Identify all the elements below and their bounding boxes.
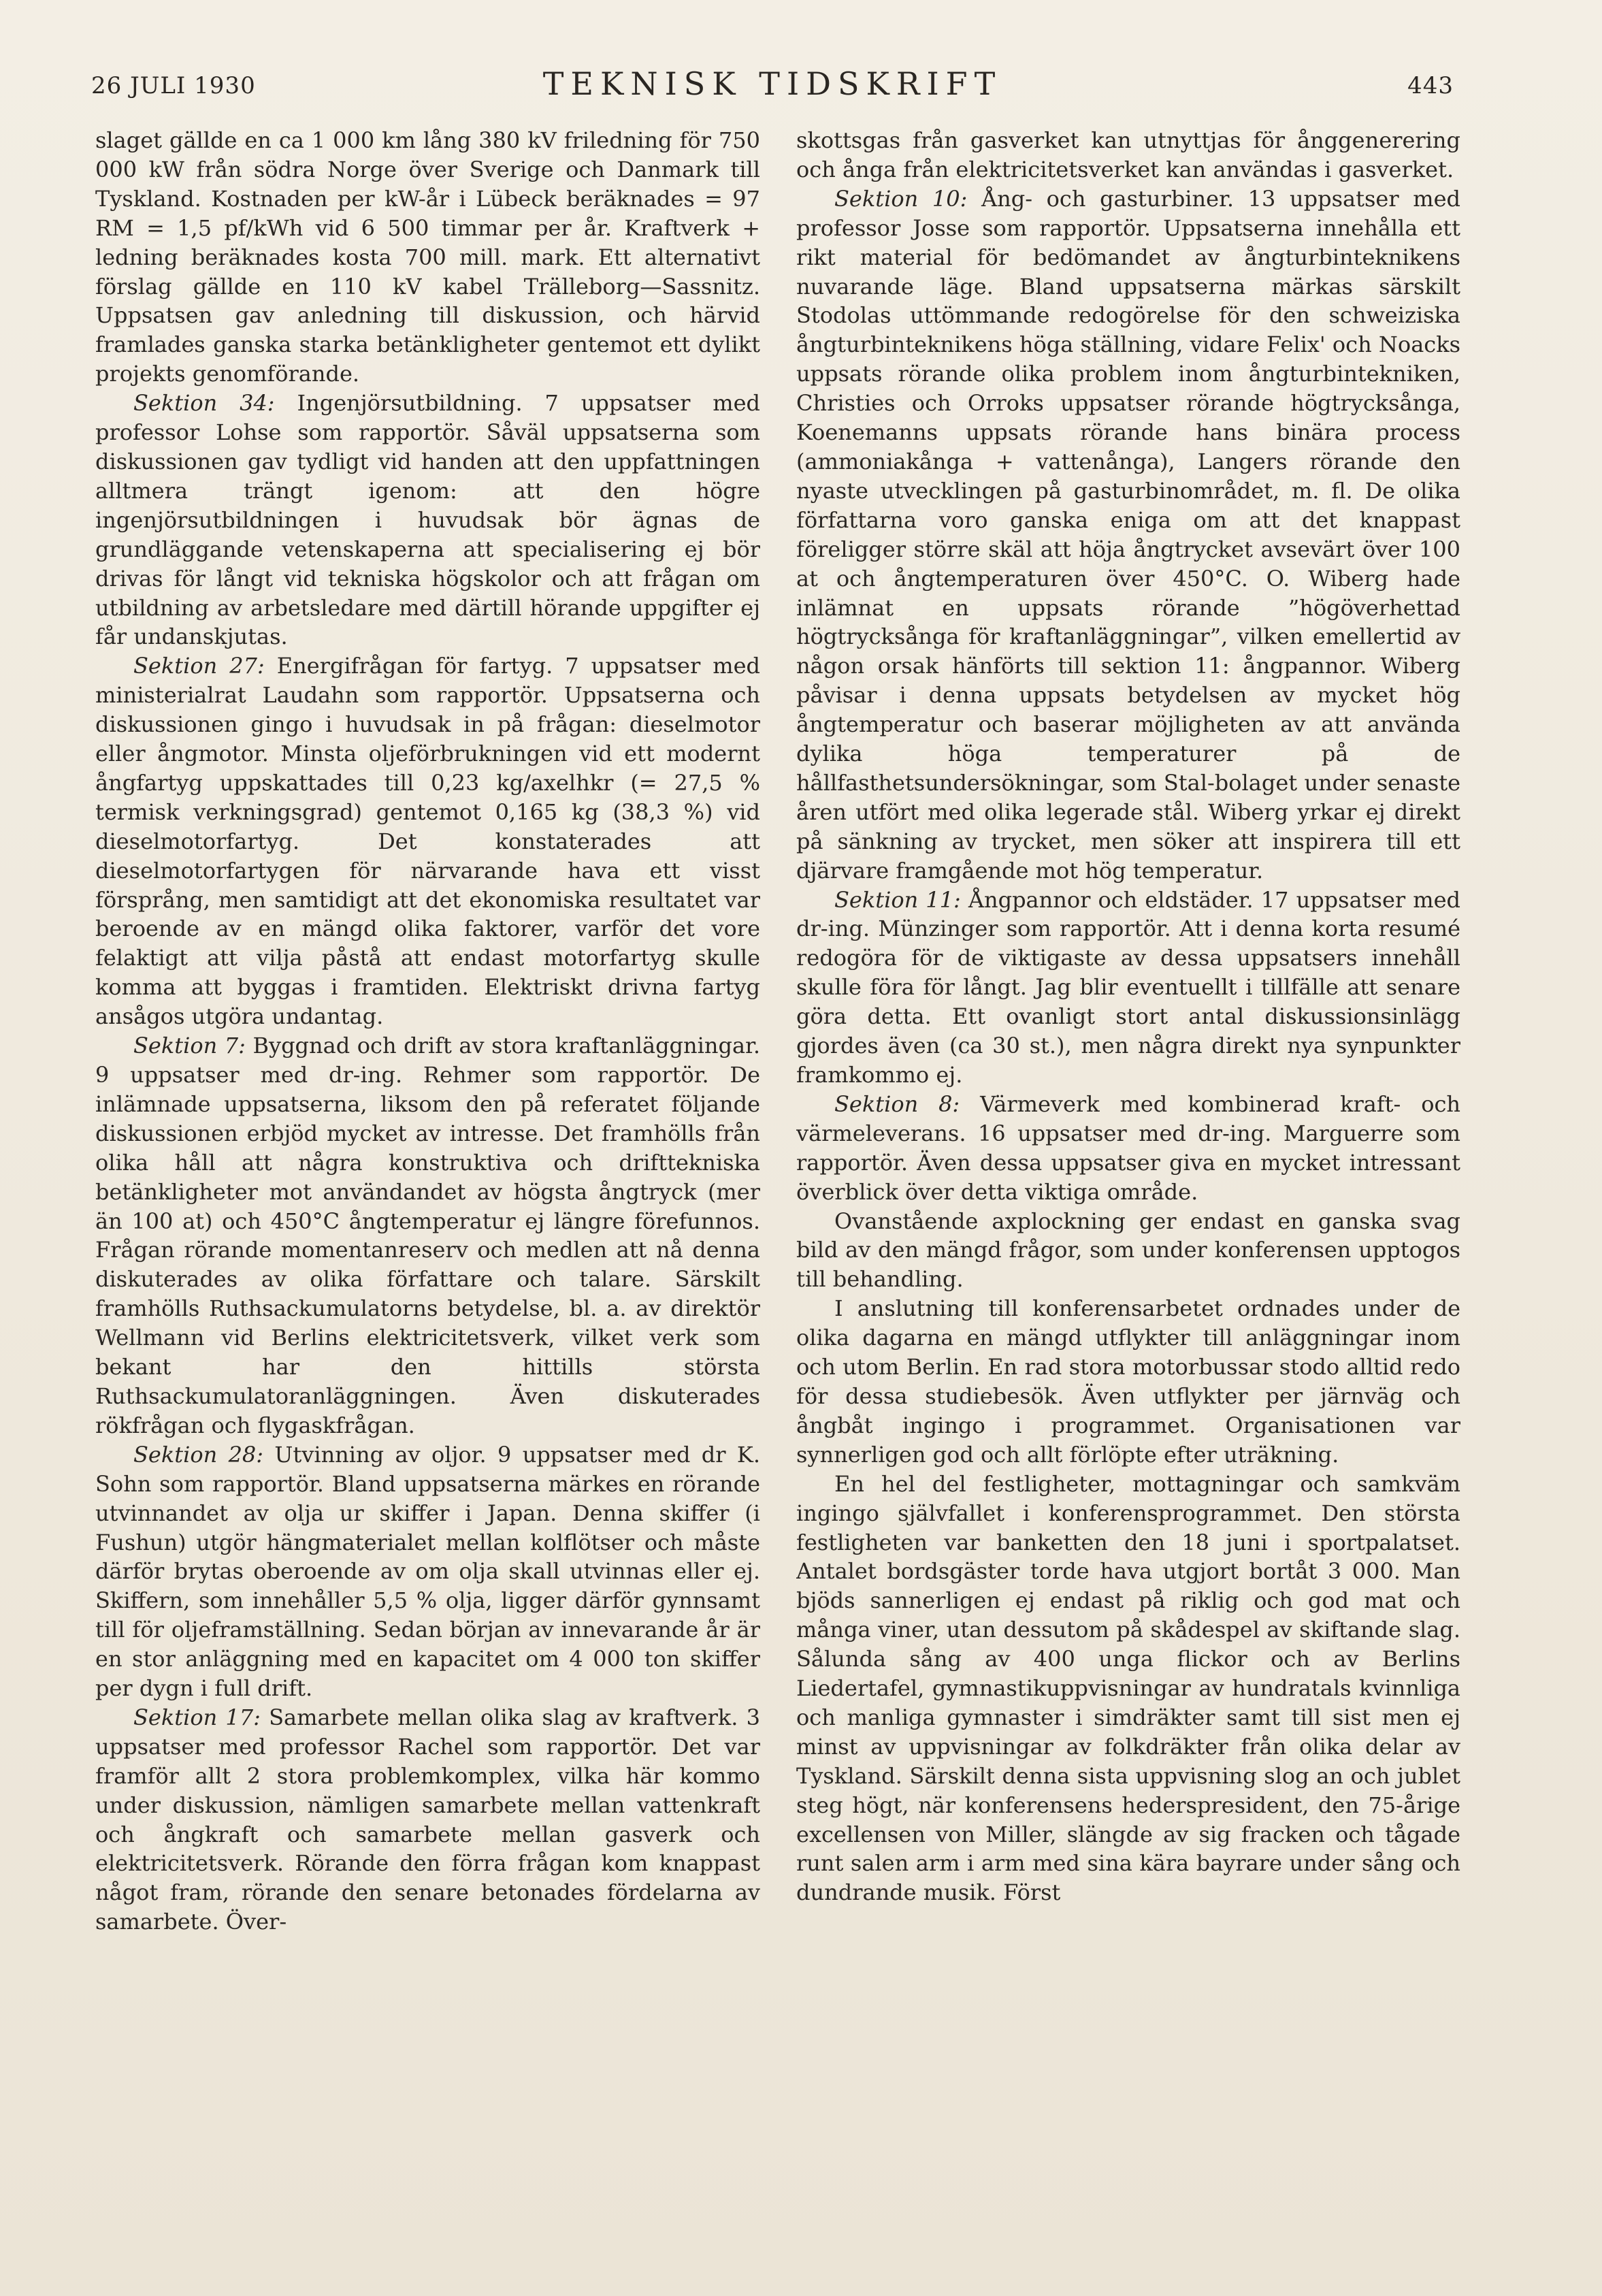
paragraph: Sektion 10: Ång- och gasturbiner. 13 uppsatser med professor Josse som rapportör. Uppsatserna innehålla ett rikt material för bedömandet av ångturbinteknikens nuvarande läge. Bland uppsatserna märkas särskilt Stodolas uttömmande redogörelse för den schweiziska ångturbinteknikens höga ställning, vidare Felix' och Noacks uppsats rörande olika problem inom ångturbintekniken, Christies och Orroks uppsatser rörande högtrycksånga, Koenemanns uppsats rörande hans binära process (ammoniakånga + vattenånga), Langers rörande den nyaste utvecklingen på gasturbinområdet, m. fl. De olika författarna voro ganska eniga om att det knappast föreligger större skäl att höja ångtrycket avsevärt över 100 at och ångtemperaturen över 450°C. O. Wiberg hade inlämnat en uppsats rörande ”högöverhettad högtrycksånga för kraftanläggningar”, vilken emellertid av någon orsak hänförts till sektion 11: ångpannor. Wiberg påvisar i denna uppsats betydelsen av mycket hög ångtemperatur och baserar möjligheten av att använda dylika höga temperaturer på de hållfasthetsundersökningar, som Stal-bolaget under senaste åren utfört med olika legerade stål. Wiberg yrkar ej direkt på sänkning av trycket, men söker att inspirera till ett djärvare framgående mot hög temperatur. [796,185,1460,884]
section-label: Sektion 11: [834,886,961,913]
issue-date: 26 JULI 1930 [91,72,256,99]
section-label: Sektion 28: [133,1441,264,1468]
page-header [91,65,1454,113]
section-label: Sektion 34: [133,390,275,417]
section-label: Sektion 8: [834,1090,960,1117]
paragraph: Ovanstående axplockning ger endast en ganska svag bild av den mängd frågor, som under konferensen upptogos till behandling. [796,1208,1460,1293]
paragraph: Sektion 27: Energifrågan för fartyg. 7 uppsatser med ministerialrat Laudahn som rapportör. Uppsatserna och diskussionen gingo i huvudsak in på frågan: dieselmotor eller ångmotor. Minsta oljeförbrukningen vid ett modernt ångfartyg uppskattades till 0,23 kg/axelhkr (= 27,5 % termisk verkningsgrad) gentemot 0,165 kg (38,3 %) vid dieselmotorfartyg. Det konstaterades att dieselmotorfartygen för närvarande hava ett visst försprång, men samtidigt att det ekonomiska resultatet var beroende av en mängd olika faktorer, varför det vore felaktigt att vilja påstå att endast motorfartyg skulle komma att byggas i framtiden. Elektriskt drivna fartyg ansågos utgöra undantag. [95,653,760,1030]
paragraph: Sektion 11: Ångpannor och eldstäder. 17 uppsatser med dr-ing. Münzinger som rapportör. Att i denna korta resumé redogöra för de viktigaste av dessa uppsatsers innehåll skulle föra för långt. Jag blir eventuellt i tillfälle att senare göra detta. Ett ovanligt stort antal diskussionsinlägg gjordes även (ca 30 st.), men några direkt nya synpunkter framkommo ej. [796,886,1460,1088]
page-number: 443 [1407,72,1454,99]
paragraph: Sektion 7: Byggnad och drift av stora kraftanläggningar. 9 uppsatser med dr-ing. Rehmer som rapportör. De inlämnade uppsatserna, liksom den på referatet följande diskussionen erbjöd mycket av intresse. Det framhölls från olika håll att några konstruktiva och drifttekniska betänkligheter mot användandet av högsta ångtryck (mer än 100 at) och 450°C ångtemperatur ej längre förefunnos. Frågan rörande momentanreserv och medlen att nå denna diskuterades av olika författare och talare. Särskilt framhölls Ruthsackumulatorns betydelse, bl. a. av direktör Wellmann vid Berlins elektricitetsverk, vilket verk som bekant har den hittills största Ruthsackumulatoranläggningen. Även diskuterades rökfrågan och flygaskfrågan. [95,1033,760,1438]
paragraph: Sektion 17: Samarbete mellan olika slag av kraftverk. 3 uppsatser med professor Rachel som rapportör. Det var framför allt 2 stora problemkomplex, vilka här kommo under diskussion, nämligen samarbete mellan vattenkraft och ångkraft och samarbete mellan gasverk och elektricitetsverk. Rörande den förra frågan kom knappast något fram, rörande den senare betonades fördelarna av samarbete. Över- [95,1704,760,1935]
section-label: Sektion 7: [133,1033,246,1059]
section-label: Sektion 17: [133,1704,261,1730]
paragraph: En hel del festligheter, mottagningar och samkväm ingingo självfallet i konferensprogrammet. Den största festligheten var banketten den 18 juni i sportpalatset. Antalet bordsgäster torde hava utgjort bortåt 3 000. Man bjöds sannerligen ej endast på riklig och god mat och många viner, utan dessutom på skådespel av skiftande slag. Sålunda sång av 400 unga flickor och av Berlins Liedertafel, gymnastikuppvisningar av hundratals kvinnliga och manliga gymnaster i simdräkter samt till sist men ej minst av uppvisningar av folkdräkter från olika delar av Tyskland. Särskilt denna sista uppvisning slog an och jublet steg högt, när konferensens hederspresident, den 75-årige excellensen von Miller, slängde av sig fracken och tågade runt salen arm i arm med sina kära bayrare under sång och dundrande musik. Först [796,1470,1460,1906]
paragraph: I anslutning till konferensarbetet ordnades under de olika dagarna en mängd utflykter till anläggningar inom och utom Berlin. En rad stora motorbussar stodo alltid redo för dessa studiebesök. Även utflykter per järnväg och ångbåt ingingo i programmet. Organisationen var synnerligen god och allt förlöpte efter uträkning. [796,1295,1460,1468]
section-label: Sektion 10: [834,185,968,212]
paragraph: slaget gällde en ca 1 000 km lång 380 kV friledning för 750 000 kW från södra Norge över Sverige och Danmark till Tyskland. Kostnaden per kW-år i Lübeck beräknades = 97 RM = 1,5 pf/kWh vid 6 500 timmar per år. Kraftverk + ledning beräknades kosta 700 mill. mark. Ett alternativt förslag gällde en 110 kV kabel Trälleborg—Sassnitz. Uppsatsen gav anledning till diskussion, och härvid framlades ganska starka betänkligheter gentemot ett dylikt projekts genomförande. [95,127,760,387]
paragraph: Sektion 28: Utvinning av oljor. 9 uppsatser med dr K. Sohn som rapportör. Bland uppsatserna märkes en rörande utvinnandet av olja ur skiffer i Japan. Denna skiffer (i Fushun) utgör hängmaterialet mellan kolflötser och måste därför brytas oberoende av om olja skall utvinnas eller ej. Skiffern, som innehåller 5,5 % olja, ligger därför gynnsamt till för oljeframställning. Sedan början av innevarande år är en stor anläggning med en kapacitet om 4 000 ton skiffer per dygn i full drift. [95,1441,760,1702]
paragraph: Sektion 34: Ingenjörsutbildning. 7 uppsatser med professor Lohse som rapportör. Såväl uppsatserna som diskussionen gav tydligt vid handen att den uppfattningen alltmera trängt igenom: att den högre ingenjörsutbildningen i huvudsak bör ägnas de grundläggande vetenskaperna att specialisering ej bör drivas för långt vid tekniska högskolor och att frågan om utbildning av arbetsledare med därtill hörande uppgifter ej får undanskjutas. [95,390,760,650]
journal-title: TEKNISK TIDSKRIFT [542,65,1002,102]
paragraph: skottsgas från gasverket kan utnyttjas för ånggenerering och ånga från elektricitetsverket kan användas i gasverket. [796,127,1460,182]
left-column [95,126,760,2150]
paragraph: Sektion 8: Värmeverk med kombinerad kraft- och värmeleverans. 16 uppsatser med dr-ing. Marguerre som rapportör. Även dessa uppsatser giva en mycket intressant överblick över detta viktiga område. [796,1090,1460,1205]
right-column [796,126,1460,2150]
section-label: Sektion 27: [133,653,265,679]
